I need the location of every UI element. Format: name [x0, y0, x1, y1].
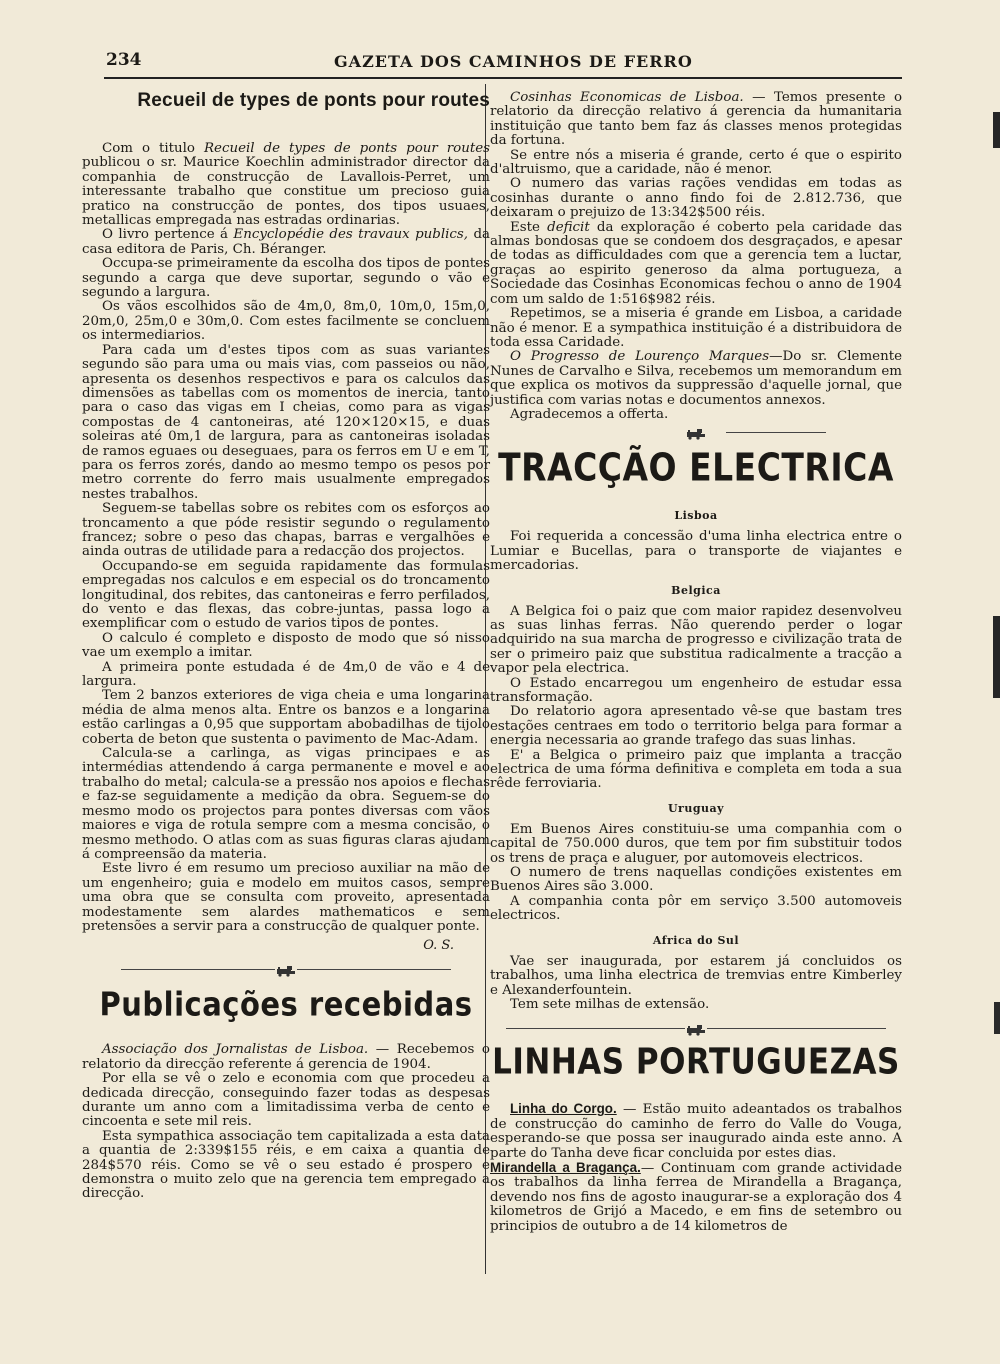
- paragraph: Do relatorio agora apresentado vê-se que bastam tres estações centraes em todo o territorio belga para formar a energia necessaria ao grande trafego das suas linhas.: [490, 704, 902, 749]
- page-number: 234: [106, 50, 142, 70]
- encyclopedia-ref: Encyclopédie des travaux publics,: [233, 227, 469, 243]
- paragraph: O calculo é completo e disposto de modo que só nisso vae um exemplo a imitar.: [82, 630, 490, 661]
- section-heading-linhas: LINHAS PORTUGUEZAS: [492, 1041, 900, 1084]
- paragraph: O numero de trens naquellas condições existentes em Buenos Aires são 3.000.: [490, 865, 902, 895]
- paragraph: Tem 2 banzos exteriores de viga cheia e uma longarina média de alma menos alta. Entre os banzos e a longarina estão carlingas a 0,95 que supportam abobadilhas de tijolo coberta de beton que sustenta o pavimento de Mac-Adam.: [82, 688, 490, 747]
- paragraph: O Progresso de Lourenço Marques—Do sr. Clemente Nunes de Carvalho e Silva, recebemos um memorandum em que explica os motivos da suppressão d'aquelle jornal, que justifica com varias notas e documentos annexos.: [490, 349, 902, 408]
- paragraph: Esta sympathica associação tem capitalizada a esta data a quantia de 2:339$155 réis, e em caixa a quantia de 284$570 réis. Como se vê o seu estado é prospero e demonstra o muito zelo que na gerencia tem empregado a direcção.: [82, 1128, 490, 1202]
- scan-edge-mark: [993, 616, 1000, 698]
- paragraph: O numero das varias rações vendidas em todas as cosinhas durante o anno findo foi de 2.812.736, que deixaram o prejuizo de 13:342$500 réis.: [490, 176, 902, 221]
- paragraph: Foi requerida a concessão d'uma linha electrica entre o Lumiar e Bucellas, para o transporte de viajantes e mercadorias.: [490, 529, 902, 574]
- paragraph: Em Buenos Aires constituiu-se uma companhia com o capital de 750.000 duros, que tem por fim substituir todos os trens de praça e aluguer, por automoveis electricos.: [490, 821, 902, 866]
- paragraph: Calcula-se a carlinga, as vigas principaes e as intermédias attendendo á carga permanente e movel e ao trabalho do metal; calcula-se a pressão nos apoios e flechas e faz-se seguidamente a medição da obra. Seguem-se do mesmo modo os projectos para pontes diversas com vãos maiores e viga de rotula sempre com a mesma concisão, o mesmo methodo. O atlas com as suas figuras claras ajudam á compreensão da materia.: [82, 746, 490, 862]
- cosinhas-ref: Cosinhas Economicas de Lisboa.: [510, 90, 744, 105]
- paragraph: Vae ser inaugurada, por estarem já concluidos os trabalhos, uma linha electrica de tremvias entre Kimberley e Alexanderfountein.: [490, 953, 902, 998]
- paragraph: Occupa-se primeiramente da escolha dos tipos de pontes segundo a carga que deve suportar, segundo o vão e segundo a largura.: [82, 256, 490, 301]
- section-divider: [566, 424, 826, 440]
- book-title-ref: Recueil de types de ponts pour routes: [203, 141, 490, 156]
- paragraph: Com o titulo Recueil de types de ponts pour routes publicou o sr. Maurice Koechlin administrador director da companhia de construcção de Lavallois-Perret, um interessante trabalho que constitue um precioso guia pratico na construcção de pontes, dos tipos usuaes, metallicas empregada nas estradas ordinarias.: [82, 141, 490, 229]
- left-column: [82, 86, 490, 1202]
- subheading-belgica: Belgica: [671, 583, 721, 597]
- paragraph: Este livro é em resumo um precioso auxiliar na mão de um engenheiro; guia e modelo em muitos casos, sempre uma obra que se consulta com proveito, apresentada modestamente sem alardes mathematicos e sem pretensões a servir para a construcção de qualquer ponte.: [82, 861, 490, 934]
- paragraph: Repetimos, se a miseria é grande em Lisboa, a caridade não é menor. E a sympathica instituição é a distribuidora de toda essa Caridade.: [490, 306, 902, 350]
- section-heading-publicacoes: Publicações recebidas: [99, 984, 473, 1024]
- paragraph: E' a Belgica o primeiro paiz que implanta a tracção electrica de uma fórma definitiva e completa em toda a sua rêde ferroviaria.: [490, 747, 902, 792]
- paragraph: O Estado encarregou um engenheiro de estudar essa transformação.: [490, 675, 902, 705]
- paragraph: Por ella se vê o zelo e economia com que procedeu a dedicada direcção, conseguindo fazer todas as despesas durante um anno com a limitadissima verba de cento e cincoenta e sete mil reis.: [82, 1071, 490, 1130]
- scan-edge-mark: [993, 112, 1000, 148]
- section-heading-traccao: TRACÇÃO ELECTRICA: [498, 445, 894, 491]
- paragraph: A Belgica foi o paiz que com maior rapidez desenvolveu as suas linhas ferras. Não querendo perder o logar adquirido na sua marcha de progresso e civilização trata de ser o primeiro paiz que substitua radicalmente a tracção a vapor pela electrica.: [490, 603, 902, 677]
- linha-corgo-label: Linha do Corgo.: [510, 1101, 617, 1117]
- paragraph: Occupando-se em seguida rapidamente das formulas empregadas nos calculos e em especial os do troncamento longitudinal, dos rebites, das cantoneiras e ferro perfilados, do vento e das flexas, das cobre-juntas, passa logo a exemplificar com o estudo de varios tipos de pontes.: [82, 558, 490, 632]
- locomotive-icon: [275, 962, 297, 974]
- paragraph: Para cada um d'estes tipos com as suas variantes segundo são para uma ou mais vias, com passeios ou não, apresenta os desenhos respectivos e para os calculos das dimensões as tabellas com os momentos de inercia, tanto para o caso das vigas em I cheias, como para as vigas compostas de 4 cantoneiras, até 120×120×15, e duas soleiras até 0m,1 de largura, para as cantoneiras isoladas de ramos eguaes ou deseguaes, para os ferros em U e em T, para os ferros zorés, dando ao mesmo tempo os pesos por metro corrente do ferro mais usualmente empregados nestes trabalhos.: [82, 342, 490, 502]
- right-column: [490, 91, 902, 1234]
- paragraph: A primeira ponte estudada é de 4m,0 de vão e 4 de largura.: [82, 659, 490, 690]
- paragraph: Este deficit da exploração é coberto pela caridade das almas bondosas que se condoem dos desgraçados, e apesar de todas as difficuldades com que a gerencia tem a luctar, graças ao espirito generoso da alma portugueza, a Sociedade das Cosinhas Economicas fechou o anno de 1904 com um saldo de 1:516$982 réis.: [490, 219, 902, 307]
- subheading-africa: Africa do Sul: [652, 933, 740, 947]
- article-title-recueil: Recueil de types de ponts pour routes: [137, 90, 490, 111]
- association-ref: Associação dos Jornalistas de Lisboa.: [102, 1042, 369, 1058]
- deficit-ref: deficit: [547, 219, 590, 235]
- paragraph: Cosinhas Economicas de Lisboa. — Temos presente o relatorio da direcção relativo á gerencia da humanitaria instituição que tanto bem faz ás classes menos protegidas da fortuna.: [490, 90, 903, 149]
- paragraph: Associação dos Jornalistas de Lisboa. — Recebemos o relatorio da direcção referente á gerencia de 1904.: [82, 1042, 490, 1072]
- paragraph: Mirandella a Bragança.— Continuam com grande actividade os trabalhos da linha ferrea de Mirandella a Bragança, devendo nos fins de agosto inaugurar-se a exploração dos 4 kilometros de Grijó a Macedo, e em fins de setembro ou principios de outubro a de 14 kilometros de: [490, 1159, 902, 1234]
- journal-title: GAZETA DOS CAMINHOS DE FERRO: [334, 52, 693, 71]
- paragraph: Tem sete milhas de extensão.: [510, 996, 710, 1012]
- locomotive-icon: [685, 1021, 707, 1033]
- paragraph: Os vãos escolhidos são de 4m,0, 8m,0, 10m,0, 15m,0, 20m,0, 25m,0 e 30m,0. Com estes facilmente se concluem os intermediarios.: [82, 299, 490, 344]
- paragraph: Agradecemos a offerta.: [510, 406, 669, 422]
- mirandella-label: Mirandella a Bragança.: [490, 1159, 641, 1175]
- paragraph: Se entre nós a miseria é grande, certo é que o espirito d'altruismo, que a caridade, não é menor.: [490, 147, 902, 178]
- section-divider: [121, 961, 451, 977]
- section-divider: [506, 1020, 886, 1036]
- scan-edge-mark: [994, 1002, 1000, 1034]
- paragraph: A companhia conta pôr em serviço 3.500 automoveis electricos.: [490, 893, 902, 924]
- paragraph: Linha do Corgo. — Estão muito adeantados os trabalhos de construcção do caminho de ferro do Valle do Vouga, esperando-se que possa ser inaugurado ainda este anno. A parte do Tanha deve ficar concluida por estes dias.: [490, 1101, 902, 1161]
- locomotive-icon: [685, 425, 707, 437]
- progresso-ref: O Progresso de Lourenço Marques: [510, 349, 770, 365]
- subheading-uruguay: Uruguay: [667, 801, 725, 815]
- subheading-lisboa: Lisboa: [674, 509, 718, 523]
- header-rule: [104, 77, 902, 79]
- signature: O. S.: [423, 938, 454, 954]
- paragraph: O livro pertence á Encyclopédie des travaux publics, da casa editora de Paris, Ch. Béranger.: [82, 227, 490, 257]
- paragraph: Seguem-se tabellas sobre os rebites com os esforços ao troncamento a que póde resistir segundo o regulamento francez; sobre o peso das chapas, barras e vergalhões e ainda outras de utilidade para a redacção dos projectos.: [82, 501, 490, 560]
